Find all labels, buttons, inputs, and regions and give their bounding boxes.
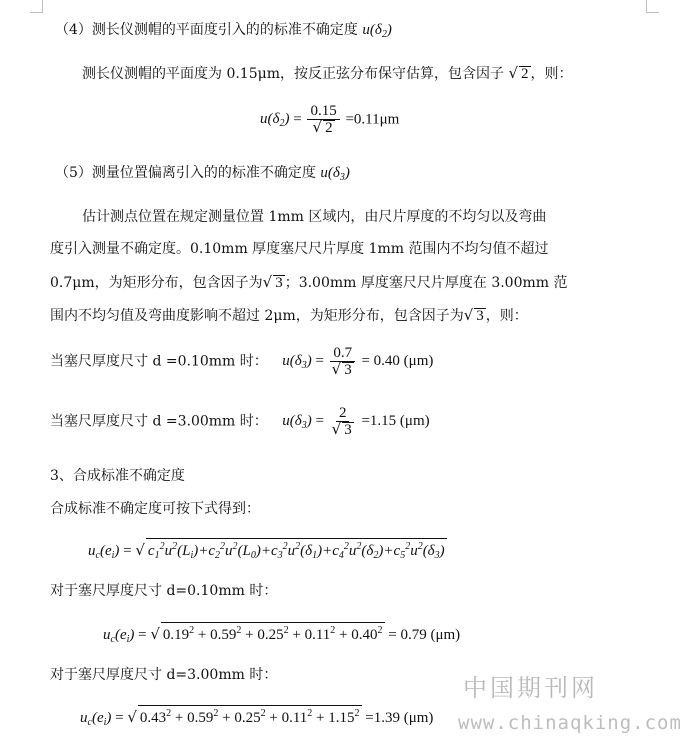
section-4-paragraph: 测长仪测帽的平面度为 0.15μm，按反正弦分布保守估算，包含因子 √ 2 ，则： [82,64,573,82]
radicand-combined: $c_1^2u^2(L_i)+c_2^2u^2(L_0)+c_3^2u^2(\delta_1)+c_4^2u^2(\delta_2)+c_5^2u^2(\delta_3)$ [146,538,447,563]
term-value: 0.40 [351,627,378,643]
case-3.00-intro: 对于塞尺厚度尺寸 d=3.00mm 时： [50,667,278,683]
term-value: 0.59 [210,627,237,643]
equation-combined-d-3.00: $u_c(e_i)$ = √ $0.43^2 + 0.59^2 + 0.25^2 + 0.11^2 + 1.15^2 =1.39$ (μm) [80,703,433,737]
term-value: 0.43 [139,710,167,726]
term-value: 0.25 [234,710,261,726]
coefficient: c [332,543,339,559]
section-4-heading: （4）测长仪测帽的平面度引入的的标准不确定度 $u(\delta_2)$ [55,22,392,40]
fraction: $\frac{2}{√ 3}$ [331,405,352,438]
term-value: 0.25 [257,627,284,643]
section-5-paragraph-line-1: 估计测点位置在规定测量位置 1mm 区域内，由尺片厚度的不均匀以及弯曲 [82,209,547,225]
radicand-d-0.10: $0.19^2 + 0.59^2 + 0.25^2 + 0.11^2 + 0.40^2$ [161,622,385,643]
equation-combined-uncertainty: $u_c(e_i)$ = √ $c_1^2u^2(L_i)+c_2^2u^2(L_0)+c_3^2u^2(\delta_1)+c_4^2u^2(\delta_2)+c_5^2u^2(\delta_3)$ [88,536,447,570]
section-5-paragraph-line-2: 度引入测量不确定度。0.10mm 厚度塞尺尺片厚度 1mm 范围内不均匀值不超过 [50,241,549,257]
term-value: 0.11 [304,627,331,643]
case-d-3.00-line: 当塞尺厚度尺寸 d =3.00mm 时： $u(\delta_3)$ = $\frac{2}{√ 3}$ =1.15 (μm) [50,405,430,438]
coefficient: c [147,543,155,559]
case-0.10-intro: 对于塞尺厚度尺寸 d=0.10mm 时： [50,583,278,599]
term-value: 0.59 [187,710,214,726]
term-value: 0.11 [281,710,308,726]
page-corner-mark-left [30,0,43,13]
watermark-url: www.chinaqking.com [458,712,682,734]
equation-combined-d-0.10: $u_c(e_i)$ = √ $0.19^2 + 0.59^2 + 0.25^2 + 0.11^2 + 0.40^2 = 0.79$ (μm) [103,620,460,654]
section-3-intro: 合成标准不确定度可按下式得到： [50,501,260,517]
section-5-heading: （5）测量位置偏离引入的的标准不确定度 $u(\delta_3)$ [55,165,350,183]
symbol-u-delta2: $u(\delta_2)$ [362,22,392,40]
fraction: $\frac{0.7}{√ 3}$ [330,346,356,378]
section-5-paragraph-line-4: 围内不均匀值及弯曲度影响不超过 2μm，为矩形分布，包含因子为√ 3 ，则： [50,306,528,324]
coefficient: c [270,543,278,559]
term-value: 1.15 [328,710,355,726]
term-value: 0.19 [162,627,190,643]
symbol-u-delta3: $u(\delta_3)$ [320,165,350,183]
watermark-cn: 中国期刊网 [463,674,598,702]
fraction: $\frac{0.15}{√ 2}$ [307,104,339,136]
section-3-heading: 3、合成标准不确定度 [50,468,185,484]
radicand-d-3.00: $0.43^2 + 0.59^2 + 0.25^2 + 0.11^2 + 1.15^2$ [138,705,362,726]
coefficient: c [393,543,401,559]
equation-u-delta2: $u(\delta_2)$ = $\frac{0.15}{√ 2}$ =0.11μm [260,103,400,136]
coefficient: c [208,543,216,559]
section-5-paragraph-line-3: 0.7μm，为矩形分布，包含因子为√ 3 ；3.00mm 厚度塞尺尺片厚度在 3.00mm 范 [50,273,568,291]
sqrt-2: √ 2 [508,64,529,82]
case-d-0.10-line: 当塞尺厚度尺寸 d =0.10mm 时： $u(\delta_3)$ = $\frac{0.7}{√ 3}$ = 0.40 (μm) [50,345,434,378]
page-corner-mark-right [646,0,659,13]
